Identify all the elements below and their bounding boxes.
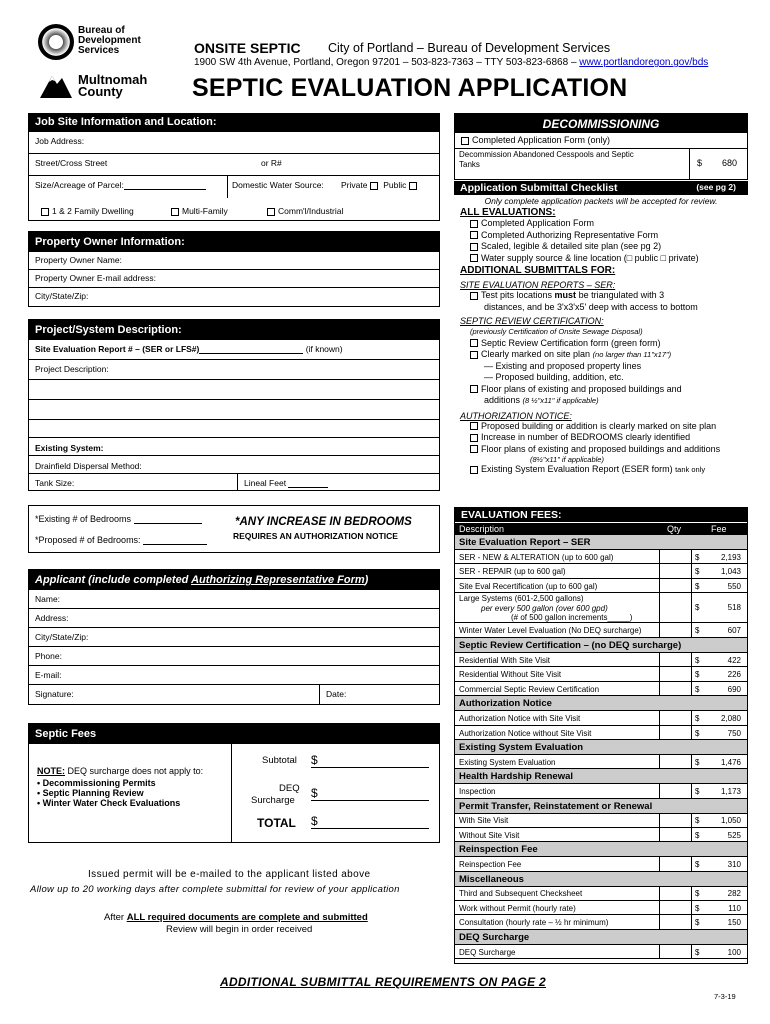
page-title: SEPTIC EVALUATION APPLICATION (192, 74, 628, 102)
septic-fees-section (28, 723, 440, 843)
checklist-checkbox[interactable] (470, 351, 478, 359)
additional-requirements: ADDITIONAL SUBMITTAL REQUIREMENTS ON PAGE 2 (220, 975, 547, 989)
fee-row: SER - REPAIR (up to 600 gal) $ 1,043 (455, 564, 747, 579)
checklist-note: Only complete application packets will be accepted for review. (484, 196, 718, 206)
ser-list: Test pits locations must be triangulated with 3 distances, and be 3'x3'x5' deep with access to bottom (454, 290, 748, 313)
checklist-checkbox[interactable] (470, 385, 478, 393)
after-note: After ALL required documents are complete and submitted (104, 912, 368, 923)
project-section (28, 319, 440, 491)
bedroom-notice-2: REQUIRES AN AUTHORIZATION NOTICE (233, 531, 398, 541)
county-logo-text: Multnomah County (78, 72, 148, 99)
bedroom-notice-1: *ANY INCREASE IN BEDROOMS (235, 516, 412, 528)
applicant-name-field[interactable]: Name: (29, 590, 439, 609)
fee-section-title: Permit Transfer, Reinstatement or Renewal (455, 799, 747, 814)
fee-row: DEQ Surcharge $ 100 (455, 945, 747, 960)
large-systems-row: Large Systems (601-2,500 gallons) per every 500 gallon (over 600 gpd) (# of 500 gallon increments_____) $ 518 (455, 593, 747, 623)
checklist-checkbox[interactable] (470, 434, 478, 442)
checklist-checkbox[interactable] (470, 445, 478, 453)
fee-section-title: Septic Review Certification – (no DEQ surcharge) (455, 638, 747, 653)
ser-heading: SITE EVALUATION REPORTS – SER: (460, 280, 616, 290)
multnomah-mountain-icon (40, 70, 72, 98)
src-heading: SEPTIC REVIEW CERTIFICATION: (460, 316, 604, 326)
fees-table (455, 535, 747, 963)
subtotal-field[interactable]: $ (311, 753, 429, 768)
tank-size-field[interactable]: Tank Size: Lineal Feet (29, 474, 439, 491)
deq-note: NOTE: DEQ surcharge does not apply to: • Decommissioning Permits • Septic Planning Review • Winter Water Check Evaluations (37, 766, 204, 808)
owner-section (28, 231, 440, 307)
auth-heading: AUTHORIZATION NOTICE: (460, 410, 572, 421)
existing-bedrooms-field[interactable]: *Existing # of Bedrooms (35, 514, 202, 524)
agency-address: 1900 SW 4th Avenue, Portland, Oregon 97201 – 503-823-7363 – TTY 503-823-6868 – www.portlandoregon.gov/bds (194, 57, 709, 68)
fee-row: Inspection $ 1,173 (455, 784, 747, 799)
street-field[interactable]: Street/Cross Street or R# (29, 154, 439, 176)
checklist-checkbox[interactable] (470, 243, 478, 251)
note-item: • Septic Planning Review (37, 788, 144, 798)
bedrooms-section (28, 505, 440, 553)
owner-name-field[interactable]: Property Owner Name: (29, 252, 439, 270)
proposed-bedrooms-field[interactable]: *Proposed # of Bedrooms: (35, 535, 207, 545)
fee-row: Without Site Visit $ 525 (455, 828, 747, 843)
fee-row: Consultation (hourly rate – ½ hr minimum) $ 150 (455, 915, 747, 930)
fee-row: Work without Permit (hourly rate) $ 110 (455, 901, 747, 916)
applicant-email-field[interactable]: E-mail: (29, 666, 439, 685)
decommissioning-section: DECOMMISSIONING Completed Application Form (only) Decommission Abandoned Cesspools and Septic Tanks $ 680 (454, 113, 748, 180)
fee-row: Commercial Septic Review Certification $ 690 (455, 682, 747, 697)
existing-system-field[interactable]: Existing System: (29, 438, 439, 456)
fee-row: Site Eval Recertification (up to 600 gal) $ 550 (455, 579, 747, 594)
fee-section-title: Authorization Notice (455, 696, 747, 711)
review-note: Review will begin in order received (166, 924, 313, 935)
project-heading: Project/System Description: (29, 320, 439, 340)
bds-website-link[interactable]: www.portlandoregon.gov/bds (579, 57, 709, 68)
drainfield-field[interactable]: Drainfield Dispersal Method: (29, 456, 439, 474)
checklist-checkbox[interactable] (470, 422, 478, 430)
fee-row: Residential With Site Visit $ 422 (455, 653, 747, 668)
checklist-checkbox[interactable] (470, 220, 478, 228)
fee-row: Reinspection Fee $ 310 (455, 857, 747, 872)
applicant-section (28, 569, 440, 705)
decom-fee: 680 (721, 158, 737, 168)
fee-section-title: Miscellaneous (455, 872, 747, 887)
applicant-heading: Applicant (include completed Authorizing Representative Form) (29, 570, 439, 590)
note-item: • Decommissioning Permits (37, 778, 156, 788)
date-field[interactable]: Date: (319, 685, 346, 704)
fee-row: SER - NEW & ALTERATION (up to 600 gal) $ 2,193 (455, 550, 747, 565)
decom-form-item[interactable]: Completed Application Form (only) (455, 133, 747, 149)
applicant-signature-field[interactable]: Signature: Date: (29, 685, 439, 704)
subtotal-label: Subtotal (262, 755, 297, 766)
decommissioning-heading: DECOMMISSIONING (455, 114, 747, 133)
job-site-heading: Job Site Information and Location: (29, 114, 439, 132)
src-list: (previously Certification of Onsite Sewage Disposal) Septic Review Certification form (green form) Clearly marked on site plan (no larger than 11"x17") — Existing and proposed property lines — Proposed building, addition, etc. Floor plans of existing and proposed buildings and additions (8 ½"x11" if applicable) (470, 327, 682, 405)
ser-number-field[interactable]: Site Evaluation Report # – (SER or LFS#) (if known) (29, 340, 439, 360)
fee-row: Authorization Notice with Site Visit $ 2,080 (455, 711, 747, 726)
family-dwelling-checkbox[interactable] (41, 208, 49, 216)
decom-form-checkbox[interactable] (461, 137, 469, 145)
fees-column-headers: Description Qty Fee (455, 522, 747, 535)
issued-note: Issued permit will be e-mailed to the applicant listed above (88, 869, 371, 880)
fee-row: Authorization Notice without Site Visit $ 750 (455, 726, 747, 741)
fee-row: Residential Without Site Visit $ 226 (455, 667, 747, 682)
fee-section-title: DEQ Surcharge (455, 930, 747, 945)
fee-row: Third and Subsequent Checksheet $ 282 (455, 886, 747, 901)
applicant-city-field[interactable]: City/State/Zip: (29, 628, 439, 647)
checklist-checkbox[interactable] (470, 254, 478, 262)
fee-section-title: Existing System Evaluation (455, 740, 747, 755)
all-evals-heading: ALL EVALUATIONS: (460, 207, 556, 218)
fee-section-title: Reinspection Fee (455, 842, 747, 857)
fee-section-title: Site Evaluation Report – SER (455, 535, 747, 550)
checklist-heading: Application Submittal Checklist (see pg 2) (454, 181, 748, 195)
surcharge-label: Surcharge (251, 795, 295, 806)
decom-abandoned-label: Decommission Abandoned Cesspools and Septic Tanks (459, 150, 634, 169)
fee-row: With Site Visit $ 1,050 (455, 813, 747, 828)
job-address-field[interactable]: Job Address: (29, 132, 439, 154)
checklist-section (454, 181, 748, 503)
note-item: • Winter Water Check Evaluations (37, 798, 181, 808)
project-description-field[interactable]: Project Description: (29, 360, 439, 438)
auth-list: Proposed building or addition is clearly marked on site plan Increase in number of BEDROOMS clearly identified Floor plans of existing and proposed buildings and additions (8½"x11" if applicable) Existing System Evaluation Report (ESER form) tank only (454, 421, 748, 476)
agency-name: City of Portland – Bureau of Development Services (328, 41, 611, 55)
fees-heading: EVALUATION FEES: (455, 508, 747, 522)
public-water-checkbox[interactable] (409, 182, 417, 190)
applicant-address-field[interactable]: Address: (29, 609, 439, 628)
fee-section-title: Health Hardship Renewal (455, 769, 747, 784)
owner-city-field[interactable]: City/State/Zip: (35, 291, 89, 301)
checklist-checkbox[interactable] (470, 466, 478, 474)
evaluation-fees-section (454, 507, 748, 964)
deq-surcharge-field[interactable]: $ (311, 786, 429, 801)
checklist-checkbox[interactable] (470, 292, 478, 300)
fee-row: Winter Water Level Evaluation (No DEQ surcharge) $ 607 (455, 623, 747, 638)
private-water-checkbox[interactable] (370, 182, 378, 190)
fee-row: Existing System Evaluation $ 1,476 (455, 755, 747, 770)
deq-label: DEQ (279, 783, 300, 794)
total-label: TOTAL (257, 816, 296, 830)
checklist-checkbox[interactable] (470, 339, 478, 347)
bds-logo-text: Bureau of Development Services (78, 25, 141, 56)
all-evals-list: Completed Application Form Completed Authorizing Representative Form Scaled, legible & detailed site plan (see pg 2) Water supply source & line location (□ public □ private) (454, 218, 748, 264)
commercial-checkbox[interactable] (267, 208, 275, 216)
additional-heading: ADDITIONAL SUBMITTALS FOR: (460, 265, 616, 276)
parcel-water-row: Size/Acreage of Parcel: Domestic Water Source: Private Public (29, 176, 439, 198)
owner-heading: Property Owner Information: (29, 232, 439, 252)
multi-family-checkbox[interactable] (171, 208, 179, 216)
revision-date: 7-3-19 (714, 992, 736, 1001)
allow-note: Allow up to 20 working days after complete submittal for review of your application (30, 884, 400, 895)
septic-fees-heading: Septic Fees (29, 724, 439, 744)
total-field[interactable]: $ (311, 814, 429, 829)
applicant-phone-field[interactable]: Phone: (29, 647, 439, 666)
owner-email-field[interactable]: Property Owner E-mail address: (29, 270, 439, 288)
checklist-checkbox[interactable] (470, 231, 478, 239)
program-name: ONSITE SEPTIC (194, 40, 301, 56)
job-site-section (28, 113, 440, 221)
bds-seal-logo (38, 24, 74, 60)
dwelling-type-row: 1 & 2 Family Dwelling Multi-Family Comm'l/Industrial (41, 206, 431, 216)
